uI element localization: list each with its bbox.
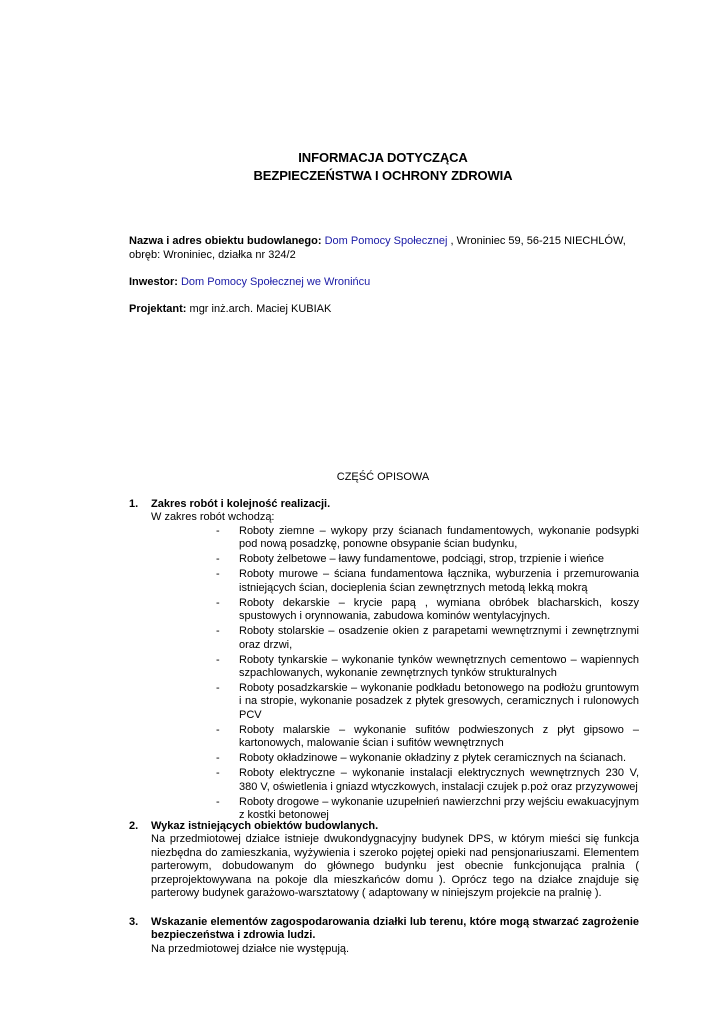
object-label: Nazwa i adres obiektu budowlanego: [129,235,322,247]
section-1 [129,498,639,525]
document-title-line2: BEZPIECZEŃSTWA I OCHRONY ZDROWIA [253,168,513,183]
object-info [129,235,649,262]
section-3-body: Na przedmiotowej działce nie występują. [151,942,350,955]
section-2-heading: Wykaz istniejących obiektów budowlanych. [151,820,379,832]
section-2-body: Na przedmiotowej działce istnieje dwukondygnacyjny budynek DPS, w którym mieści się funkcja niezbędna do zamieszkania, wyżywienia i szeroko pojętej opieki nad pensjonariuszami. Elementem parterowym, dobudowanym do głównego budynku jest obecnie funkcjonująca pralnia ( przeprojektowywana na pokoje dla mieszkańców domu ). Oprócz tego na działce znajduje się parterowy budynek garażowo-warsztatowy ( adaptowany w niniejszym projekcie na pralnię ). [151,833,639,900]
designer-label: Projektant: [129,303,187,315]
list-item: - Roboty posadzkarskie – wykonanie podkładu betonowego na podłożu gruntowym i na stropie, wykonanie posadzek z płytek gresowych, ceramicznych i rulonowych PCV [216,682,639,721]
investor-value: Dom Pomocy Społecznej we Wronińcu [180,276,371,288]
list-item: - Roboty ziemne – wykopy przy ścianach fundamentowych, wykonanie podsypki pod nową posadzkę, ponowne obsypanie ścian budynku, [216,525,639,551]
object-plot: obręb: Wroniniec, działka nr 324/2 [129,248,296,261]
section-title: CZĘŚĆ OPISOWA [336,471,430,483]
investor-label: Inwestor: [129,276,178,288]
list-item: - Roboty dekarskie – krycie papą , wymiana obróbek blacharskich, koszy spustowych i orynnowania, zabudowa kominów wentylacyjnych. [216,596,639,623]
list-item: - Roboty żelbetowe – ławy fundamentowe, podciągi, strop, trzpienie i wieńce [216,553,605,566]
list-item: - Roboty murowe – ściana fundamentowa łącznika, wyburzenia i przemurowania istniejących ścian, docieplenia ścian zewnętrznych metodą lekką mokrą [216,568,639,594]
section-1-intro: W zakres robót wchodzą: [151,511,275,524]
designer-value: mgr inż.arch. Maciej KUBIAK [186,303,332,315]
document-title-line1: INFORMACJA DOTYCZĄCA [298,150,468,165]
section-3-number: 3. [129,916,139,928]
works-list [214,525,639,824]
list-item: - Roboty drogowe – wykonanie uzupełnień nawierzchni przy wejściu ewakuacyjnym z kostki betonowej [216,795,639,822]
investor-info [129,276,649,290]
section-2-number: 2. [129,820,139,832]
list-item: - Roboty tynkarskie – wykonanie tynków wewnętrznych cementowo – wapiennych szpachlowanych, wykonanie zewnętrznych tynków strukturalnych [216,653,639,680]
section-1-number: 1. [129,498,139,510]
list-item: - Roboty malarskie – wykonanie sufitów podwieszonych z płyt gipsowo – kartonowych, malowanie ścian i sufitów wewnętrznych [216,723,639,750]
section-2 [129,820,639,900]
section-3 [129,916,639,956]
section-1-heading: Zakres robót i kolejność realizacji. [151,498,331,510]
designer-info [129,303,649,317]
object-address: , Wroniniec 59, 56-215 NIECHLÓW, [447,235,626,247]
object-name: Dom Pomocy Społecznej [324,235,448,247]
list-item: - Roboty okładzinowe – wykonanie okładziny z płytek ceramicznych na ścianach. [216,752,627,765]
list-item: - Roboty stolarskie – osadzenie okien z parapetami wewnętrznymi i zewnętrznymi oraz drzwi, [216,625,639,651]
list-item: - Roboty elektryczne – wykonanie instalacji elektrycznych wewnętrznych 230 V, 380 V, oświetlenia i gniazd wtyczkowych, instalacji czujek p.poż oraz przyzywowej [216,767,639,793]
section-3-heading: Wskazanie elementów zagospodarowania działki lub terenu, które mogą stwarzać zagrożenie bezpieczeństwa i zdrowia ludzi. [151,916,639,942]
